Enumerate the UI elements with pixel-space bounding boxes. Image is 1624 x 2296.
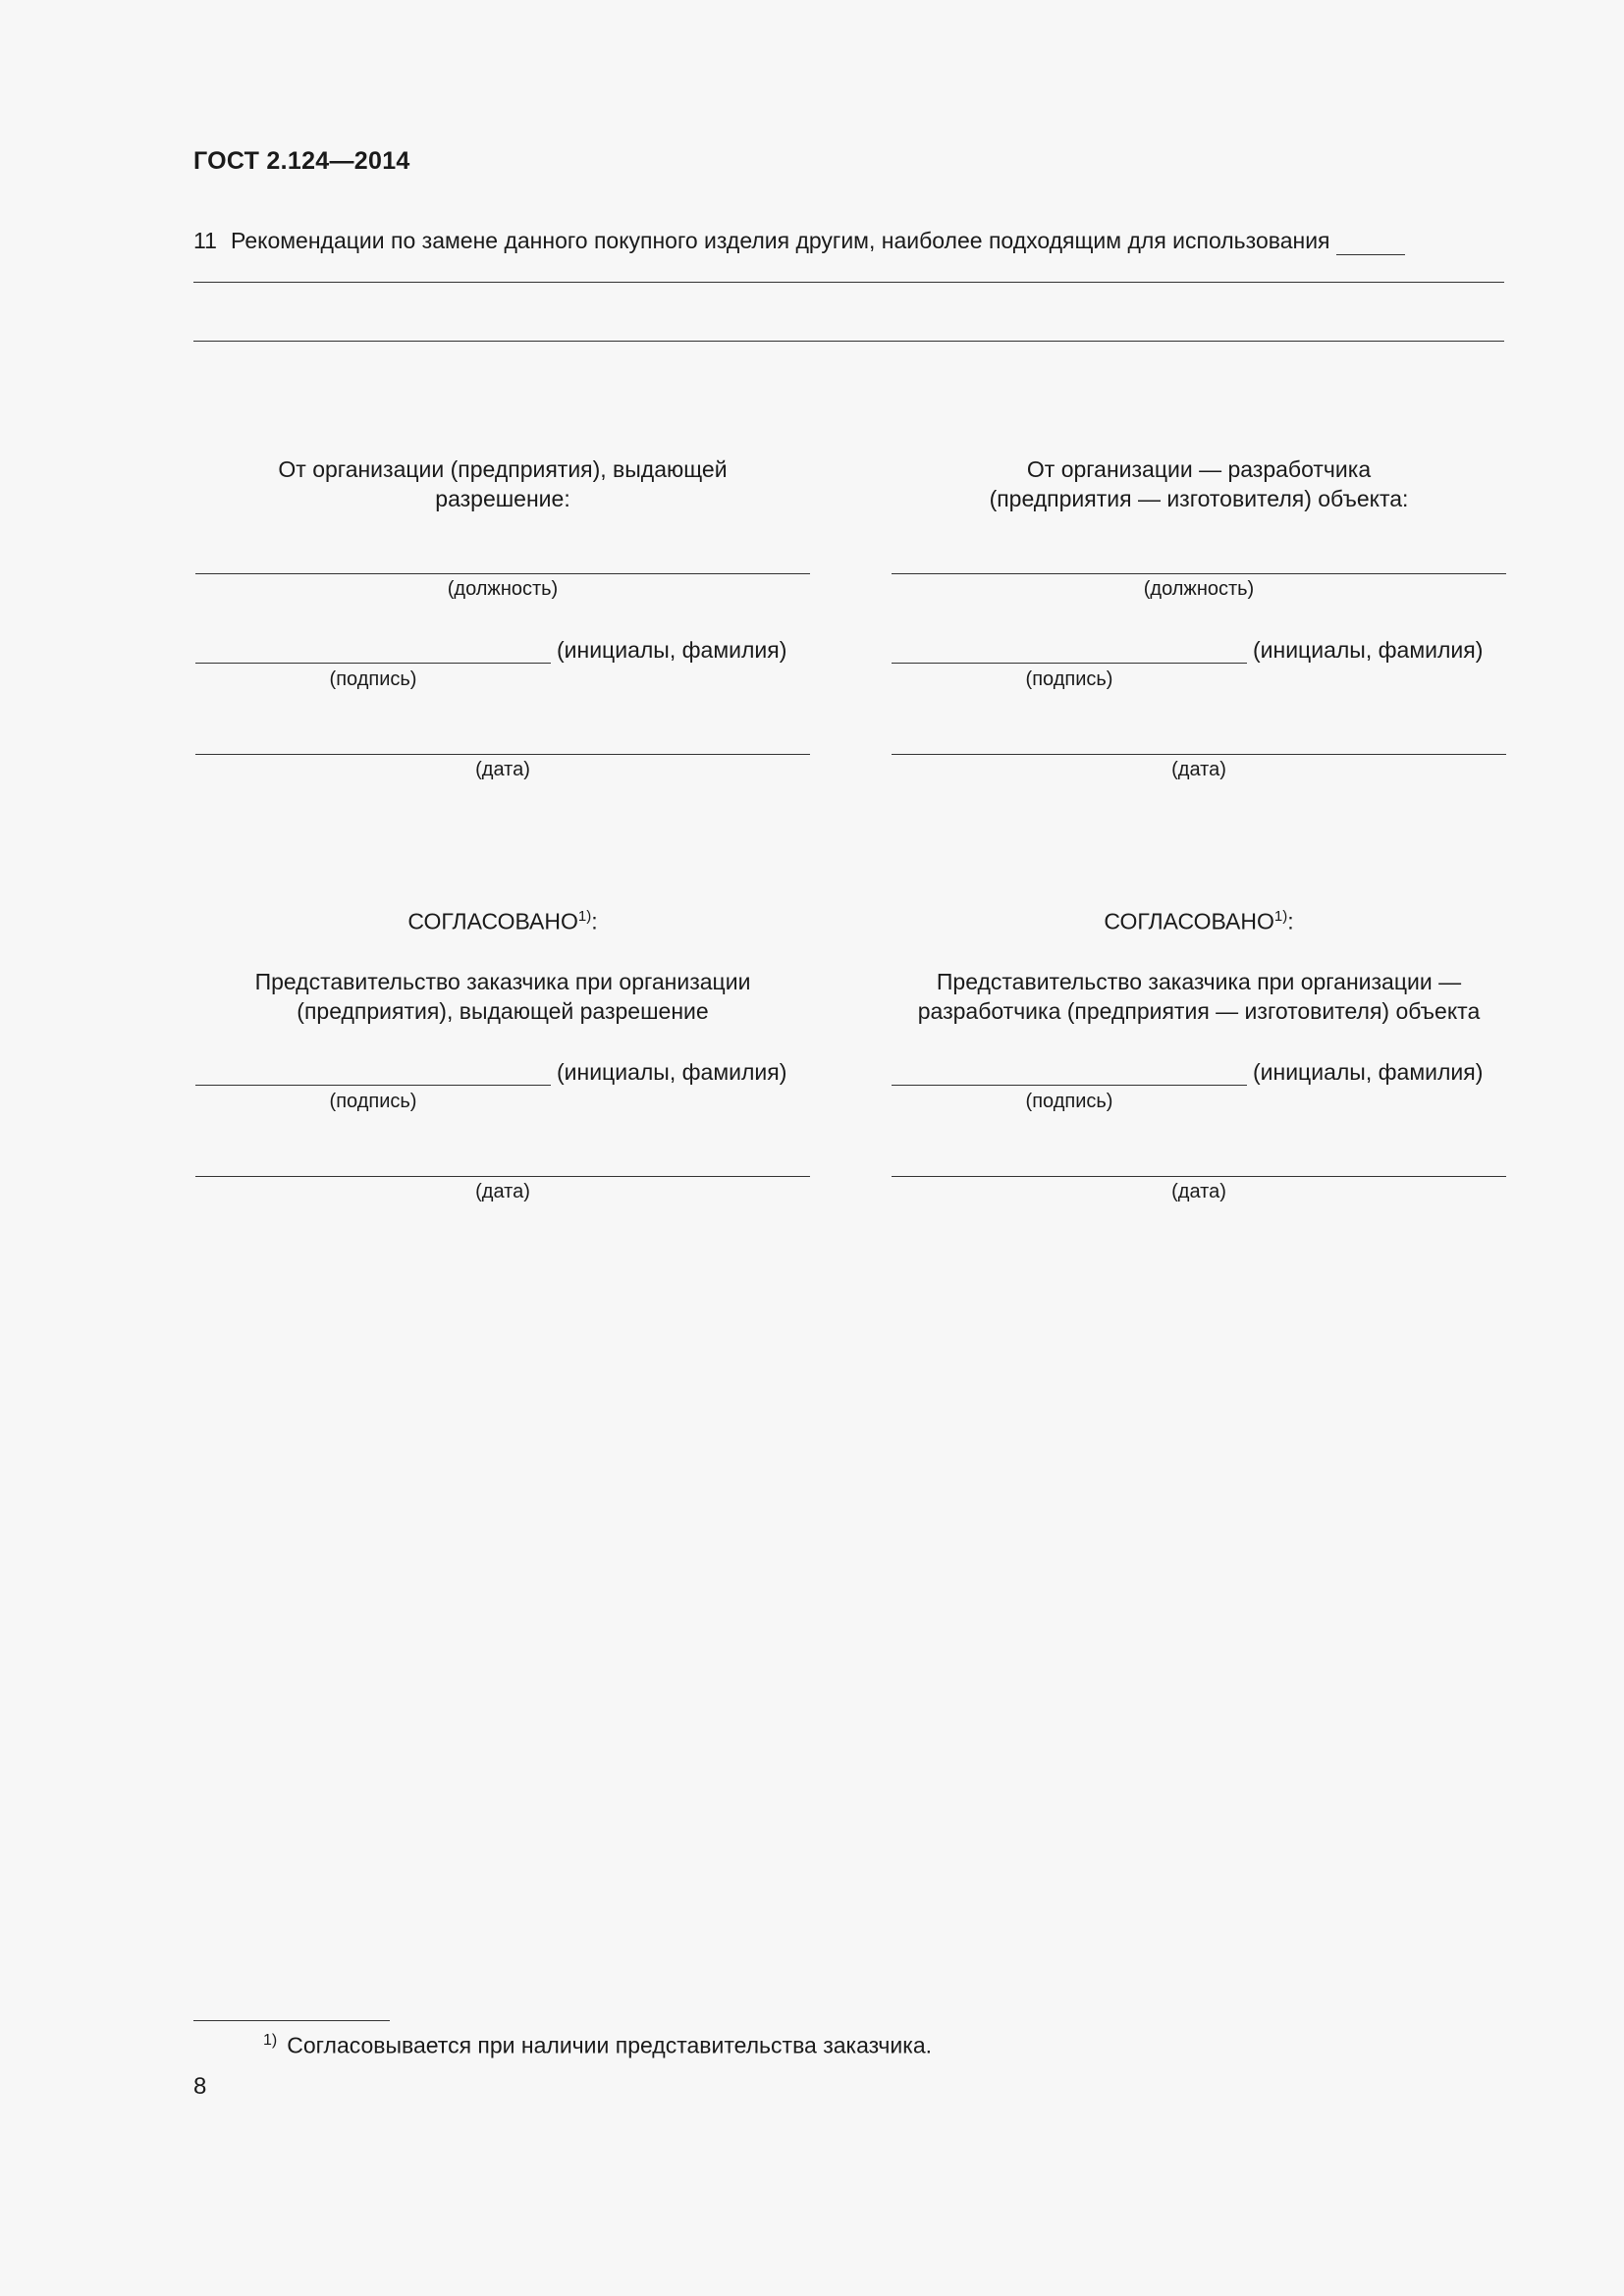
footnote-marker: 1) bbox=[263, 2032, 278, 2049]
agreed-colon: : bbox=[1287, 908, 1294, 934]
issuing-org-heading bbox=[195, 454, 810, 513]
signature-caption-left: (подпись) bbox=[329, 668, 417, 690]
rep-line: (предприятия), выдающей разрешение bbox=[297, 998, 709, 1024]
heading-line: От организации (предприятия), выдающей bbox=[278, 456, 728, 482]
agreed-signature-row-left bbox=[195, 1058, 786, 1086]
agreed-name-caption-left: (инициалы, фамилия) bbox=[557, 1059, 787, 1085]
recommendation-input-line-2[interactable] bbox=[193, 341, 1504, 342]
agreed-label: СОГЛАСОВАНО bbox=[407, 908, 578, 934]
footnote-ref: 1) bbox=[577, 908, 592, 925]
position-caption-right: (должность) bbox=[1143, 578, 1255, 600]
rep-line: Представительство заказчика при организации bbox=[254, 969, 751, 994]
agreed-signature-line-left[interactable] bbox=[195, 1061, 551, 1086]
rep-line: разработчика (предприятия — изготовителя) объекта bbox=[917, 998, 1481, 1024]
customer-rep-text-left bbox=[195, 967, 810, 1026]
agreed-signature-row-right bbox=[892, 1058, 1483, 1086]
recommendation-input-line-0[interactable] bbox=[1336, 231, 1405, 255]
agreed-signature-caption-left: (подпись) bbox=[329, 1091, 417, 1112]
footnote-separator bbox=[193, 2020, 390, 2021]
signature-row-left bbox=[195, 636, 786, 664]
name-caption-right: (инициалы, фамилия) bbox=[1253, 637, 1484, 663]
date-line-left[interactable] bbox=[195, 754, 810, 755]
agreed-signature-line-right[interactable] bbox=[892, 1061, 1247, 1086]
agreed-signature-caption-right: (подпись) bbox=[1025, 1091, 1113, 1112]
item-number: 11 bbox=[193, 228, 217, 253]
page-number: 8 bbox=[193, 2073, 207, 2100]
date-line-right[interactable] bbox=[892, 754, 1506, 755]
heading-line: От организации — разработчика bbox=[1026, 456, 1372, 482]
footnote bbox=[263, 2032, 932, 2059]
position-line-left[interactable] bbox=[195, 573, 810, 574]
developer-org-heading bbox=[892, 454, 1506, 513]
signature-line-right[interactable] bbox=[892, 639, 1247, 664]
heading-line: разрешение: bbox=[435, 486, 570, 511]
agreed-heading-right bbox=[892, 902, 1506, 936]
agreed-date-line-right[interactable] bbox=[892, 1176, 1506, 1177]
position-line-right[interactable] bbox=[892, 573, 1506, 574]
recommendation-input-line-1[interactable] bbox=[193, 282, 1504, 283]
signature-caption-right: (подпись) bbox=[1025, 668, 1113, 690]
agreed-name-caption-right: (инициалы, фамилия) bbox=[1253, 1059, 1484, 1085]
name-caption-left: (инициалы, фамилия) bbox=[557, 637, 787, 663]
agreed-date-line-left[interactable] bbox=[195, 1176, 810, 1177]
date-caption-left: (дата) bbox=[475, 759, 530, 780]
document-title: ГОСТ 2.124—2014 bbox=[193, 147, 410, 175]
agreed-colon: : bbox=[591, 908, 598, 934]
agreed-label: СОГЛАСОВАНО bbox=[1104, 908, 1274, 934]
date-caption-right: (дата) bbox=[1171, 759, 1226, 780]
agreed-date-caption-right: (дата) bbox=[1171, 1181, 1226, 1202]
footnote-ref: 1) bbox=[1273, 908, 1288, 925]
footnote-text: Согласовывается при наличии представительства заказчика. bbox=[287, 2032, 933, 2058]
rep-line: Представительство заказчика при организации — bbox=[936, 969, 1462, 994]
item-11 bbox=[193, 226, 1504, 255]
customer-rep-text-right bbox=[892, 967, 1506, 1026]
signature-row-right bbox=[892, 636, 1483, 664]
signature-line-left[interactable] bbox=[195, 639, 551, 664]
agreed-date-caption-left: (дата) bbox=[475, 1181, 530, 1202]
agreed-heading-left bbox=[195, 902, 810, 936]
item-text: Рекомендации по замене данного покупного изделия другим, наиболее подходящим для использования bbox=[231, 228, 1330, 253]
position-caption-left: (должность) bbox=[447, 578, 559, 600]
heading-line: (предприятия — изготовителя) объекта: bbox=[989, 486, 1409, 511]
